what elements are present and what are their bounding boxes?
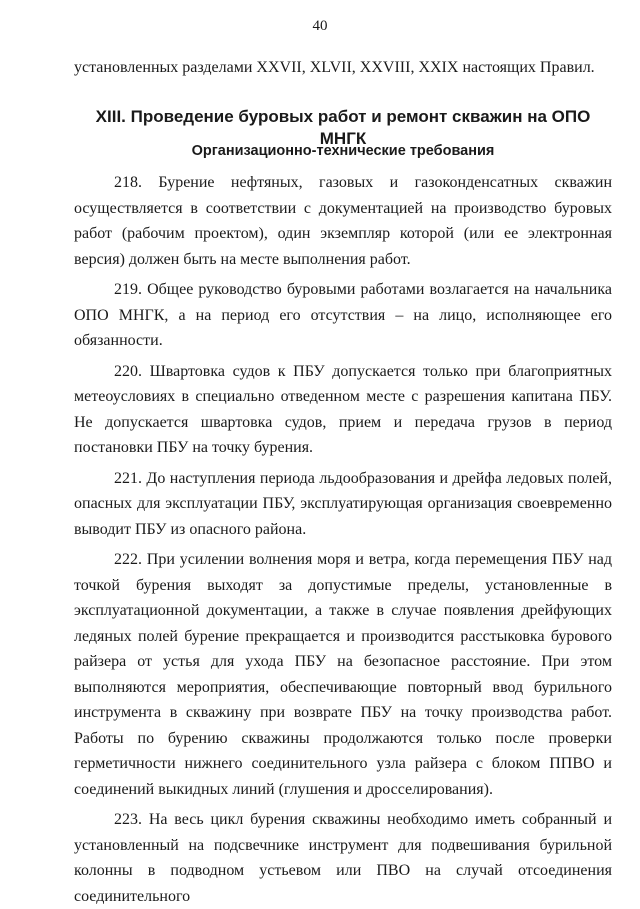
paragraph-223: 223. На весь цикл бурения скважины необходимо иметь собранный и установленный на подсвечнике инструмент для подвешивания бурильной колонны в подводном устьевом или ПВО на случай отсоединения соединительного (74, 811, 612, 905)
intro-block (74, 55, 612, 81)
paragraph-218: 218. Бурение нефтяных, газовых и газоконденсатных скважин осуществляется в соответствии с документацией на производство буровых работ (рабочим проектом), один экземпляр которой (или ее электронная версия) должен быть на месте выполнения работ. (74, 174, 612, 268)
section-body (74, 170, 612, 909)
paragraph-222: 222. При усилении волнения моря и ветра, когда перемещения ПБУ над точкой бурения выходят за допустимые пределы, установленные в эксплуатационной документации, а также в случае появления дрейфующих ледяных полей бурение прекращается и производится расстыковка бурового райзера от устья для ухода ПБУ на безопасное расстояние. При этом выполняются мероприятия, обеспечивающие повторный ввод бурильного инструмента в скважину при возврате ПБУ на точку производства работ. Работы по бурению скважины продолжаются только после проверки герметичности нижнего соединительного узла райзера с блоком ППВО и соединений выкидных линий (глушения и дросселирования). (74, 551, 612, 798)
paragraph-continuation: установленных разделами XXVII, XLVII, XXVIII, XXIX настоящих Правил. (74, 59, 595, 76)
section-title: XIII. Проведение буровых работ и ремонт скважин на ОПО МНГК (95, 107, 591, 148)
paragraph-221: 221. До наступления периода льдообразования и дрейфа ледовых полей, опасных для эксплуатации ПБУ, эксплуатирующая организация своевременно выводит ПБУ из опасного района. (74, 469, 612, 538)
page-number: 40 (312, 18, 328, 34)
paragraph-219: 219. Общее руководство буровыми работами возлагается на начальника ОПО МНГК, а на период его отсутствия – на лицо, исполняющее его обязанности. (74, 281, 612, 349)
subsection-header (74, 140, 612, 162)
section-subtitle: Организационно-технические требования (191, 143, 495, 159)
paragraph-220: 220. Швартовка судов к ПБУ допускается только при благоприятных метеоусловиях в специально отведенном месте с разрешения капитана ПБУ. Не допускается швартовка судов, прием и передача грузов в период постановки ПБУ на точку бурения. (74, 362, 612, 456)
